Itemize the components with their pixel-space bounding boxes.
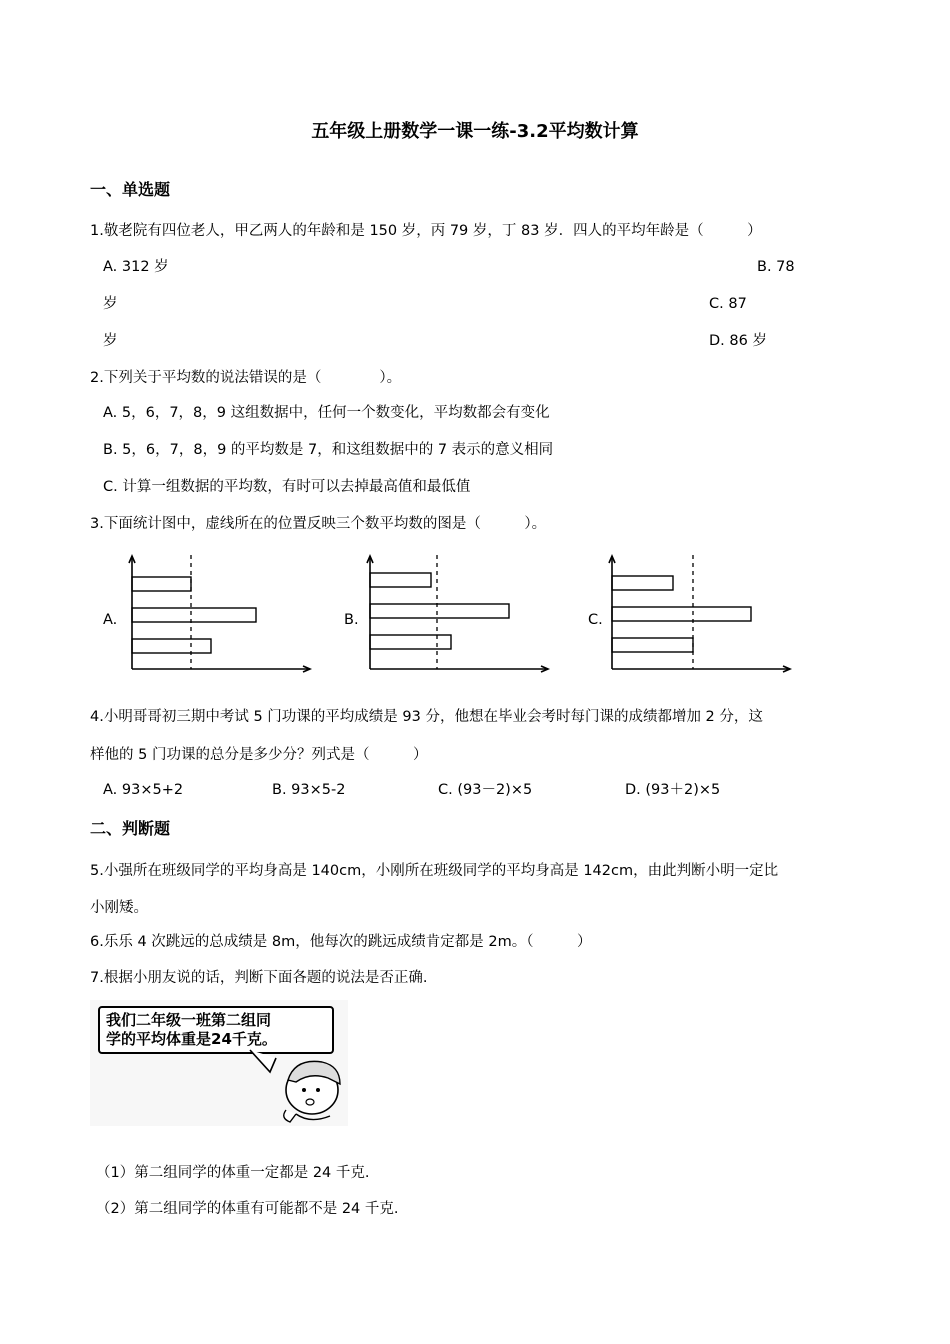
page-title: 五年级上册数学一课一练-3.2平均数计算 xyxy=(311,121,639,142)
question-2-stem: 2.下列关于平均数的说法错误的是（ ）。 xyxy=(90,370,402,386)
q3-chart-c[interactable] xyxy=(598,553,798,675)
section-heading-single-choice: 一、单选题 xyxy=(90,180,171,199)
question-3-stem: 3.下面统计图中，虚线所在的位置反映三个数平均数的图是（ ）。 xyxy=(90,516,547,532)
q2-option-b[interactable]: B. 5，6，7，8，9 的平均数是 7，和这组数据中的 7 表示的意义相同 xyxy=(103,442,554,458)
speech-bubble-line-2: 学的平均体重是24千克。 xyxy=(106,1030,277,1048)
question-1-stem: 1.敬老院有四位老人，甲乙两人的年龄和是 150 岁，丙 79 岁，丁 83 岁．四人的平均年龄是（ ） xyxy=(90,223,762,239)
q4-option-c[interactable]: C. (93－2)×5 xyxy=(438,782,533,798)
q1-option-b[interactable]: B. 78 xyxy=(757,259,795,275)
q4-option-a[interactable]: A. 93×5+2 xyxy=(103,782,184,798)
q1-option-c-unit: 岁 xyxy=(103,333,118,349)
q2-option-c[interactable]: C. 计算一组数据的平均数，有时可以去掉最高值和最低值 xyxy=(103,479,471,495)
q1-option-b-unit: 岁 xyxy=(103,296,118,312)
question-5-stem-line1: 5.小强所在班级同学的平均身高是 140cm，小刚所在班级同学的平均身高是 142cm，由此判断小明一定比 xyxy=(90,863,779,879)
q1-option-a[interactable]: A. 312 岁 xyxy=(103,259,169,275)
q7-statement-1: （1）第二组同学的体重一定都是 24 千克. xyxy=(96,1165,370,1181)
question-4-stem-line2: 样他的 5 门功课的总分是多少分？列式是（ ） xyxy=(90,747,428,763)
q1-option-d[interactable]: D. 86 岁 xyxy=(709,333,767,349)
q2-option-a[interactable]: A. 5，6，7，8，9 这组数据中，任何一个数变化，平均数都会有变化 xyxy=(103,405,550,421)
cartoon-illustration xyxy=(90,1000,348,1126)
section-heading-true-false: 二、判断题 xyxy=(90,819,171,838)
q3-chart-a[interactable] xyxy=(118,553,318,675)
q3-option-b-label[interactable]: B. xyxy=(344,612,359,628)
q4-option-b[interactable]: B. 93×5-2 xyxy=(272,782,346,798)
child-figure-icon xyxy=(90,1000,348,1126)
q4-option-d[interactable]: D. (93＋2)×5 xyxy=(625,782,721,798)
question-7-stem: 7.根据小朋友说的话，判断下面各题的说法是否正确. xyxy=(90,970,428,986)
q3-option-a-label[interactable]: A. xyxy=(103,612,118,628)
q1-option-c[interactable]: C. 87 xyxy=(709,296,747,312)
q7-statement-2: （2）第二组同学的体重有可能都不是 24 千克. xyxy=(96,1201,399,1217)
question-6-stem: 6.乐乐 4 次跳远的总成绩是 8m，他每次的跳远成绩肯定都是 2m。（ ） xyxy=(90,934,592,950)
speech-bubble-line-1: 我们二年级一班第二组同 xyxy=(106,1011,272,1029)
q3-chart-b[interactable] xyxy=(356,553,556,675)
question-4-stem-line1: 4.小明哥哥初三期中考试 5 门功课的平均成绩是 93 分，他想在毕业会考时每门课的成绩都增加 2 分，这 xyxy=(90,709,763,725)
question-5-stem-line2: 小刚矮。 xyxy=(90,900,148,916)
q3-option-c-label[interactable]: C. xyxy=(588,612,603,628)
